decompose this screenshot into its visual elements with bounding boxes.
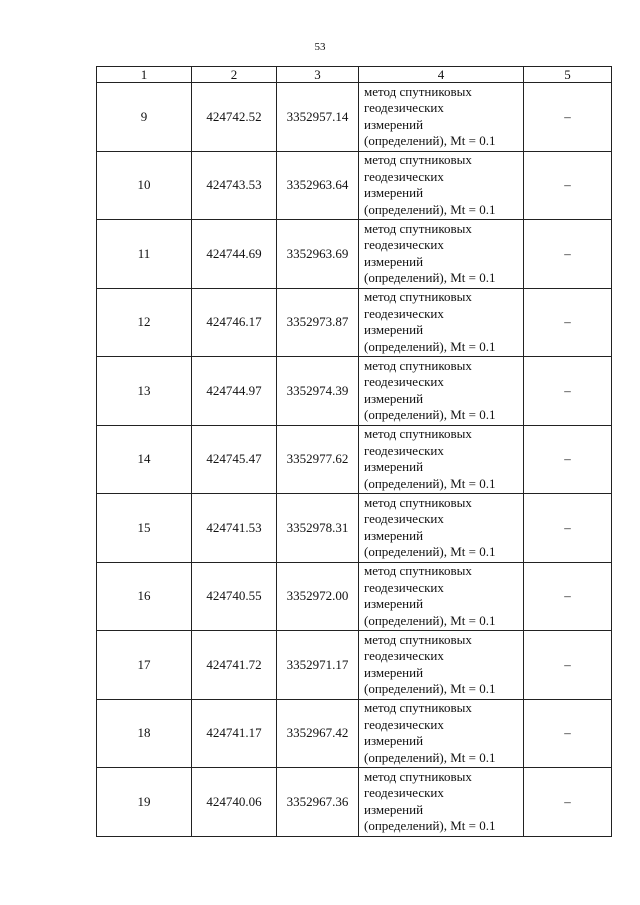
- method-cell: [359, 768, 524, 837]
- method-text-line: геодезических: [364, 648, 444, 664]
- method-text-line: измерений: [364, 322, 424, 338]
- method-text-line: геодезических: [364, 374, 444, 390]
- method-text-line: метод спутниковых: [364, 768, 472, 784]
- point-number-cell: 10: [97, 151, 192, 220]
- header-col-1: 1: [97, 67, 192, 83]
- point-number-cell: 17: [97, 631, 192, 700]
- method-text-line: (определений), Mt = 0.1: [364, 544, 496, 560]
- y-coordinate-cell: 3352963.64: [277, 151, 359, 220]
- note-cell: –: [524, 768, 612, 837]
- table-row: [97, 699, 612, 768]
- y-coordinate-cell: 3352957.14: [277, 83, 359, 152]
- method-text-line: метод спутниковых: [364, 494, 472, 510]
- method-text-line: геодезических: [364, 716, 444, 732]
- method-cell: [359, 631, 524, 700]
- method-text-line: измерений: [364, 664, 424, 680]
- method-cell: [359, 151, 524, 220]
- method-text-line: геодезических: [364, 100, 444, 116]
- y-coordinate-cell: 3352963.69: [277, 220, 359, 289]
- point-number-cell: 9: [97, 83, 192, 152]
- note-cell: –: [524, 83, 612, 152]
- method-text-line: метод спутниковых: [364, 631, 472, 647]
- point-number-cell: 18: [97, 699, 192, 768]
- method-text-line: геодезических: [364, 305, 444, 321]
- table-row: [97, 83, 612, 152]
- method-text-line: измерений: [364, 253, 424, 269]
- method-text-line: (определений), Mt = 0.1: [364, 201, 496, 217]
- method-cell: [359, 699, 524, 768]
- x-coordinate-cell: 424743.53: [192, 151, 277, 220]
- x-coordinate-cell: 424742.52: [192, 83, 277, 152]
- method-text-line: метод спутниковых: [364, 83, 472, 99]
- method-text-line: (определений), Mt = 0.1: [364, 475, 496, 491]
- x-coordinate-cell: 424744.69: [192, 220, 277, 289]
- method-cell: [359, 220, 524, 289]
- method-text-line: измерений: [364, 185, 424, 201]
- y-coordinate-cell: 3352967.36: [277, 768, 359, 837]
- x-coordinate-cell: 424745.47: [192, 425, 277, 494]
- x-coordinate-cell: 424741.17: [192, 699, 277, 768]
- y-coordinate-cell: 3352972.00: [277, 562, 359, 631]
- page-number: 53: [314, 41, 326, 53]
- table-row: [97, 220, 612, 289]
- x-coordinate-cell: 424746.17: [192, 288, 277, 357]
- method-cell: [359, 288, 524, 357]
- method-text-line: метод спутниковых: [364, 220, 472, 236]
- table-row: [97, 357, 612, 426]
- coordinates-table: [96, 66, 612, 837]
- header-col-5: 5: [524, 67, 612, 83]
- method-text-line: (определений), Mt = 0.1: [364, 681, 496, 697]
- method-text-line: (определений), Mt = 0.1: [364, 612, 496, 628]
- method-text-line: (определений), Mt = 0.1: [364, 407, 496, 423]
- method-text-line: геодезических: [364, 168, 444, 184]
- method-text-line: метод спутниковых: [364, 152, 472, 168]
- table-row: [97, 151, 612, 220]
- method-cell: [359, 357, 524, 426]
- method-text-line: измерений: [364, 116, 424, 132]
- point-number-cell: 14: [97, 425, 192, 494]
- table-body: [97, 83, 612, 837]
- method-text-line: метод спутниковых: [364, 563, 472, 579]
- method-text-line: измерений: [364, 733, 424, 749]
- method-text-line: (определений), Mt = 0.1: [364, 749, 496, 765]
- point-number-cell: 12: [97, 288, 192, 357]
- method-text-line: геодезических: [364, 785, 444, 801]
- method-text-line: геодезических: [364, 511, 444, 527]
- point-number-cell: 19: [97, 768, 192, 837]
- table-row: [97, 562, 612, 631]
- method-text-line: (определений), Mt = 0.1: [364, 338, 496, 354]
- header-row: [97, 67, 612, 83]
- method-cell: [359, 83, 524, 152]
- table-header: [97, 67, 612, 83]
- method-text-line: (определений), Mt = 0.1: [364, 818, 496, 834]
- method-text-line: геодезических: [364, 442, 444, 458]
- x-coordinate-cell: 424740.06: [192, 768, 277, 837]
- method-text-line: (определений), Mt = 0.1: [364, 270, 496, 286]
- method-cell: [359, 425, 524, 494]
- x-coordinate-cell: 424741.53: [192, 494, 277, 563]
- note-cell: –: [524, 288, 612, 357]
- y-coordinate-cell: 3352978.31: [277, 494, 359, 563]
- header-col-2: 2: [192, 67, 277, 83]
- method-text-line: измерений: [364, 390, 424, 406]
- method-text-line: измерений: [364, 459, 424, 475]
- method-text-line: измерений: [364, 596, 424, 612]
- x-coordinate-cell: 424740.55: [192, 562, 277, 631]
- note-cell: –: [524, 220, 612, 289]
- point-number-cell: 16: [97, 562, 192, 631]
- note-cell: –: [524, 425, 612, 494]
- note-cell: –: [524, 494, 612, 563]
- note-cell: –: [524, 699, 612, 768]
- method-text-line: измерений: [364, 801, 424, 817]
- method-text-line: метод спутниковых: [364, 700, 472, 716]
- y-coordinate-cell: 3352973.87: [277, 288, 359, 357]
- method-text-line: геодезических: [364, 579, 444, 595]
- note-cell: –: [524, 562, 612, 631]
- method-text-line: геодезических: [364, 237, 444, 253]
- x-coordinate-cell: 424744.97: [192, 357, 277, 426]
- note-cell: –: [524, 151, 612, 220]
- x-coordinate-cell: 424741.72: [192, 631, 277, 700]
- table-row: [97, 288, 612, 357]
- table-row: [97, 425, 612, 494]
- point-number-cell: 11: [97, 220, 192, 289]
- method-cell: [359, 494, 524, 563]
- header-col-4: 4: [359, 67, 524, 83]
- method-text-line: метод спутниковых: [364, 357, 472, 373]
- y-coordinate-cell: 3352971.17: [277, 631, 359, 700]
- y-coordinate-cell: 3352974.39: [277, 357, 359, 426]
- point-number-cell: 15: [97, 494, 192, 563]
- header-col-3: 3: [277, 67, 359, 83]
- method-cell: [359, 562, 524, 631]
- method-text-line: измерений: [364, 527, 424, 543]
- point-number-cell: 13: [97, 357, 192, 426]
- table-row: [97, 494, 612, 563]
- y-coordinate-cell: 3352977.62: [277, 425, 359, 494]
- method-text-line: метод спутниковых: [364, 289, 472, 305]
- table-row: [97, 768, 612, 837]
- table-row: [97, 631, 612, 700]
- note-cell: –: [524, 631, 612, 700]
- method-text-line: метод спутниковых: [364, 426, 472, 442]
- note-cell: –: [524, 357, 612, 426]
- method-text-line: (определений), Mt = 0.1: [364, 133, 496, 149]
- y-coordinate-cell: 3352967.42: [277, 699, 359, 768]
